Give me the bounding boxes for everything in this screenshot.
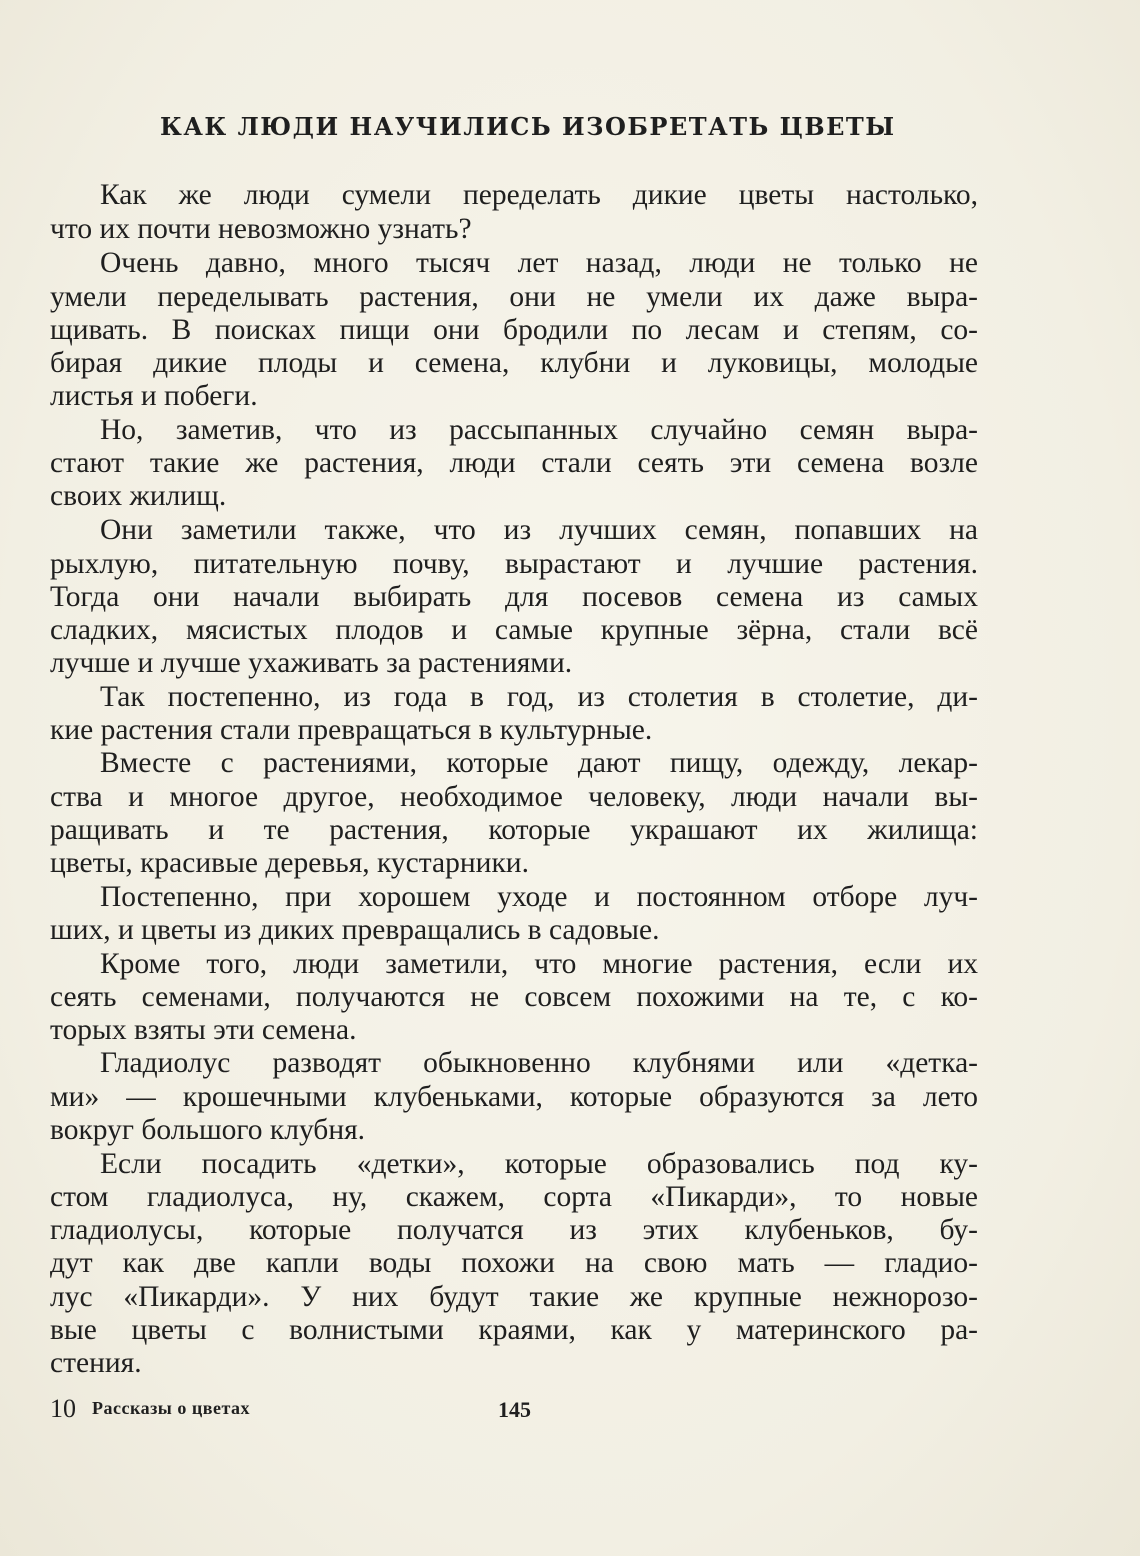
text-line: щивать. В поисках пищи они бродили по лесам и степям, со- xyxy=(50,314,978,346)
text-line: цветы, красивые деревья, кустарники. xyxy=(50,847,529,879)
text-line: своих жилищ. xyxy=(50,480,227,512)
text-line: Как же люди сумели переделать дикие цветы настолько, xyxy=(100,179,978,211)
text-line: стения. xyxy=(50,1347,142,1379)
text-line: сеять семенами, получаются не совсем похожими на те, с ко- xyxy=(50,981,978,1013)
text-line: ращивать и те растения, которые украшают их жилища: xyxy=(50,814,978,846)
footer-book-title: Рассказы о цветах xyxy=(92,1398,251,1418)
text-line: Тогда они начали выбирать для посевов семена из самых xyxy=(50,581,978,613)
text-line: Очень давно, много тысяч лет назад, люди не только не xyxy=(100,247,978,279)
text-line: Вместе с растениями, которые дают пищу, одежду, лекар- xyxy=(100,747,978,779)
text-line: Но, заметив, что из рассыпанных случайно семян выра- xyxy=(100,414,978,446)
text-line: Гладиолус разводят обыкновенно клубнями или «детка- xyxy=(100,1047,978,1079)
text-line: листья и побеги. xyxy=(50,380,258,412)
text-line: ших, и цветы из диких превращались в садовые. xyxy=(50,914,660,946)
text-line: стом гладиолуса, ну, скажем, сорта «Пикарди», то новые xyxy=(50,1181,978,1213)
text-line: сладких, мясистых плодов и самые крупные зёрна, стали всё xyxy=(50,614,978,646)
text-line: что их почти невозможно узнать? xyxy=(50,213,472,245)
text-line: вые цветы с волнистыми краями, как у материнского ра- xyxy=(50,1314,978,1346)
chapter-heading: КАК ЛЮДИ НАУЧИЛИСЬ ИЗОБРЕТАТЬ ЦВЕТЫ xyxy=(160,112,896,141)
text-line: ства и многое другое, необходимое человеку, люди начали вы- xyxy=(50,781,978,813)
page-number: 145 xyxy=(498,1397,531,1422)
text-line: гладиолусы, которые получатся из этих клубеньков, бу- xyxy=(50,1214,978,1246)
text-line: бирая дикие плоды и семена, клубни и луковицы, молодые xyxy=(50,347,978,379)
text-line: лус «Пикарди». У них будут такие же крупные нежнорозо- xyxy=(50,1281,978,1313)
text-line: торых взяты эти семена. xyxy=(50,1014,357,1046)
text-line: вокруг большого клубня. xyxy=(50,1114,366,1146)
signature-number: 10 xyxy=(50,1394,76,1423)
text-line: Они заметили также, что из лучших семян, попавших на xyxy=(100,514,978,546)
text-line: стают такие же растения, люди стали сеять эти семена возле xyxy=(50,447,978,479)
text-line: Постепенно, при хорошем уходе и постоянном отборе луч- xyxy=(100,881,978,913)
text-line: ми» — крошечными клубеньками, которые образуются за лето xyxy=(50,1081,978,1113)
text-line: Если посадить «детки», которые образовались под ку- xyxy=(100,1148,978,1180)
text-line: умели переделывать растения, они не умели их даже выра- xyxy=(50,281,978,313)
text-line: кие растения стали превращаться в культурные. xyxy=(50,714,653,746)
text-line: дут как две капли воды похожи на свою мать — гладио- xyxy=(50,1247,978,1279)
text-line: Кроме того, люди заметили, что многие растения, если их xyxy=(100,948,978,980)
text-line: рыхлую, питательную почву, вырастают и лучшие растения. xyxy=(50,548,978,580)
text-line: Так постепенно, из года в год, из столетия в столетие, ди- xyxy=(100,681,978,713)
text-line: лучше и лучше ухаживать за растениями. xyxy=(50,647,573,679)
